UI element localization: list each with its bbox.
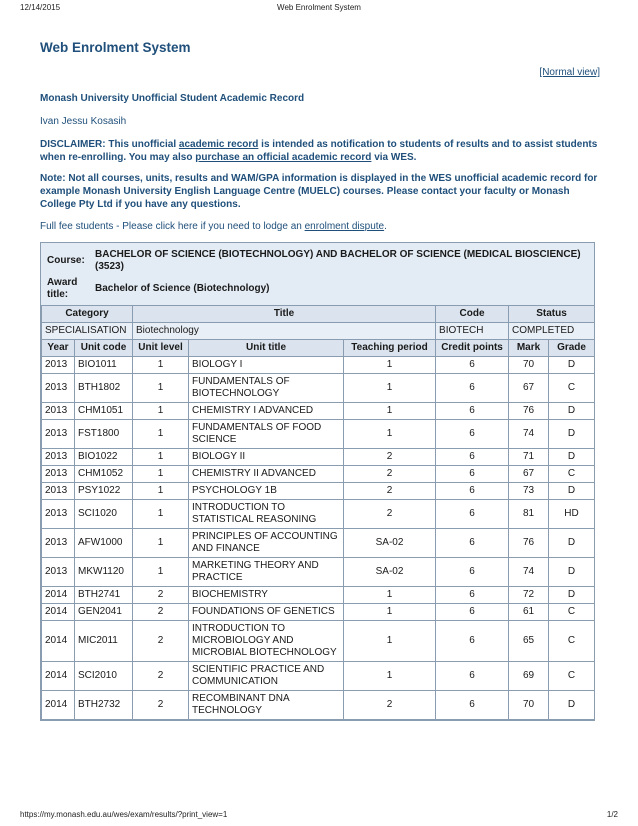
cell-year: 2013 [42, 357, 75, 374]
cell-unit-code: SCI2010 [75, 662, 133, 691]
header-credit-points: Credit points [436, 340, 509, 357]
print-footer [0, 810, 638, 824]
cell-grade: D [549, 357, 595, 374]
cell-credit-points: 6 [436, 604, 509, 621]
cell-teaching-period: 2 [344, 691, 436, 720]
cell-unit-level: 1 [133, 529, 189, 558]
disclaimer-text-1: DISCLAIMER: This unofficial [40, 139, 179, 150]
cell-credit-points: 6 [436, 357, 509, 374]
cell-unit-code: GEN2041 [75, 604, 133, 621]
spec-header-title: Title [133, 306, 436, 323]
cell-mark: 67 [509, 466, 549, 483]
cell-teaching-period: SA-02 [344, 529, 436, 558]
header-mark: Mark [509, 340, 549, 357]
cell-year: 2013 [42, 529, 75, 558]
cell-unit-code: MIC2011 [75, 621, 133, 662]
cell-credit-points: 6 [436, 449, 509, 466]
spec-category: SPECIALISATION [42, 323, 133, 340]
table-row [42, 621, 595, 662]
cell-unit-code: CHM1051 [75, 403, 133, 420]
cell-grade: D [549, 449, 595, 466]
cell-grade: D [549, 587, 595, 604]
cell-grade: D [549, 420, 595, 449]
award-value: Bachelor of Science (Biotechnology) [95, 283, 270, 294]
print-date: 12/14/2015 [20, 3, 61, 12]
cell-year: 2013 [42, 374, 75, 403]
cell-unit-level: 1 [133, 449, 189, 466]
cell-unit-code: BIO1011 [75, 357, 133, 374]
table-row [42, 357, 595, 374]
cell-teaching-period: 1 [344, 604, 436, 621]
cell-mark: 74 [509, 558, 549, 587]
cell-unit-level: 1 [133, 403, 189, 420]
note: Note: Not all courses, units, results and WAM/GPA information is displayed in the WES unofficial academic record for example Monash University English Language Centre (MUELC) courses. Please contact your faculty or Monash College Pty Ltd if you have any questions. [40, 173, 598, 210]
cell-unit-level: 1 [133, 420, 189, 449]
table-row [42, 604, 595, 621]
spec-header-code: Code [436, 306, 509, 323]
enrolment-dispute-link[interactable]: enrolment dispute [304, 221, 385, 232]
cell-unit-code: MKW1120 [75, 558, 133, 587]
cell-unit-level: 1 [133, 500, 189, 529]
cell-unit-title: BIOCHEMISTRY [189, 587, 344, 604]
cell-unit-title: FUNDAMENTALS OF BIOTECHNOLOGY [189, 374, 344, 403]
cell-credit-points: 6 [436, 483, 509, 500]
cell-mark: 70 [509, 357, 549, 374]
disclaimer [40, 138, 600, 164]
cell-teaching-period: 1 [344, 403, 436, 420]
cell-grade: HD [549, 500, 595, 529]
cell-unit-code: BTH1802 [75, 374, 133, 403]
header-grade: Grade [549, 340, 595, 357]
cell-mark: 67 [509, 374, 549, 403]
cell-year: 2013 [42, 449, 75, 466]
cell-unit-level: 2 [133, 587, 189, 604]
cell-mark: 76 [509, 529, 549, 558]
cell-unit-code: FST1800 [75, 420, 133, 449]
cell-grade: C [549, 621, 595, 662]
table-row [42, 691, 595, 720]
cell-credit-points: 6 [436, 662, 509, 691]
cell-year: 2013 [42, 466, 75, 483]
cell-grade: C [549, 466, 595, 483]
cell-credit-points: 6 [436, 500, 509, 529]
cell-grade: D [549, 403, 595, 420]
print-page-number: 1/2 [606, 810, 618, 819]
header-unit-level: Unit level [133, 340, 189, 357]
spec-header-status: Status [509, 306, 595, 323]
cell-teaching-period: 2 [344, 466, 436, 483]
print-header [0, 0, 638, 14]
course-label: Course: [47, 255, 85, 266]
cell-mark: 76 [509, 403, 549, 420]
cell-credit-points: 6 [436, 420, 509, 449]
cell-teaching-period: SA-02 [344, 558, 436, 587]
cell-mark: 61 [509, 604, 549, 621]
header-unit-code: Unit code [75, 340, 133, 357]
cell-credit-points: 6 [436, 466, 509, 483]
cell-credit-points: 6 [436, 529, 509, 558]
academic-record-link[interactable]: academic record [178, 139, 259, 150]
award-row [47, 277, 588, 301]
cell-unit-level: 1 [133, 558, 189, 587]
table-row [42, 587, 595, 604]
cell-unit-level: 2 [133, 691, 189, 720]
course-info [41, 243, 594, 305]
cell-unit-code: BIO1022 [75, 449, 133, 466]
header-year: Year [42, 340, 75, 357]
cell-unit-level: 1 [133, 374, 189, 403]
full-fee-text: Full fee students - Please click here if you need to lodge an [40, 221, 305, 232]
cell-grade: D [549, 529, 595, 558]
cell-unit-level: 2 [133, 662, 189, 691]
spec-code: BIOTECH [436, 323, 509, 340]
course-value: BACHELOR OF SCIENCE (BIOTECHNOLOGY) AND BACHELOR OF SCIENCE (MEDICAL BIOSCIENCE) (3523) [95, 249, 581, 272]
full-fee-notice [40, 220, 600, 233]
cell-unit-code: AFW1000 [75, 529, 133, 558]
cell-grade: C [549, 604, 595, 621]
cell-unit-title: BIOLOGY I [189, 357, 344, 374]
cell-unit-level: 1 [133, 466, 189, 483]
print-document-title: Web Enrolment System [277, 3, 361, 12]
cell-teaching-period: 2 [344, 483, 436, 500]
cell-grade: D [549, 691, 595, 720]
specialisation-row [42, 323, 595, 340]
cell-year: 2014 [42, 691, 75, 720]
table-row [42, 662, 595, 691]
cell-unit-title: RECOMBINANT DNA TECHNOLOGY [189, 691, 344, 720]
academic-record-panel [40, 242, 595, 721]
cell-teaching-period: 2 [344, 449, 436, 466]
cell-teaching-period: 2 [344, 500, 436, 529]
cell-mark: 69 [509, 662, 549, 691]
cell-mark: 81 [509, 500, 549, 529]
print-url: https://my.monash.edu.au/wes/exam/results/?print_view=1 [20, 810, 228, 819]
disclaimer-text-2: is intended as notification to students of results and to assist students when re-enrolling. You may also [40, 139, 598, 163]
cell-credit-points: 6 [436, 374, 509, 403]
cell-unit-title: FOUNDATIONS OF GENETICS [189, 604, 344, 621]
cell-grade: D [549, 558, 595, 587]
cell-unit-code: SCI1020 [75, 500, 133, 529]
cell-year: 2014 [42, 662, 75, 691]
award-label: Award title: [47, 277, 78, 300]
table-row [42, 403, 595, 420]
record-heading: Monash University Unofficial Student Academic Record [40, 93, 305, 104]
cell-grade: C [549, 662, 595, 691]
normal-view-link[interactable]: [Normal view] [539, 67, 600, 78]
app-title: Web Enrolment System [40, 40, 191, 55]
cell-teaching-period: 1 [344, 587, 436, 604]
student-name: Ivan Jessu Kosasih [40, 116, 127, 127]
cell-mark: 72 [509, 587, 549, 604]
cell-mark: 65 [509, 621, 549, 662]
cell-teaching-period: 1 [344, 662, 436, 691]
cell-credit-points: 6 [436, 691, 509, 720]
spec-title: Biotechnology [133, 323, 436, 340]
cell-grade: C [549, 374, 595, 403]
cell-year: 2014 [42, 587, 75, 604]
cell-credit-points: 6 [436, 587, 509, 604]
cell-teaching-period: 1 [344, 420, 436, 449]
table-row [42, 483, 595, 500]
spec-header-category: Category [42, 306, 133, 323]
cell-mark: 70 [509, 691, 549, 720]
purchase-official-record-link[interactable]: purchase an official academic record [195, 152, 372, 163]
normal-view-link-wrapper [539, 67, 600, 78]
cell-unit-title: INTRODUCTION TO STATISTICAL REASONING [189, 500, 344, 529]
cell-year: 2013 [42, 420, 75, 449]
cell-unit-code: CHM1052 [75, 466, 133, 483]
cell-credit-points: 6 [436, 621, 509, 662]
table-row [42, 449, 595, 466]
cell-unit-level: 1 [133, 483, 189, 500]
cell-unit-title: CHEMISTRY I ADVANCED [189, 403, 344, 420]
cell-mark: 74 [509, 420, 549, 449]
cell-unit-code: PSY1022 [75, 483, 133, 500]
cell-unit-level: 2 [133, 621, 189, 662]
cell-mark: 73 [509, 483, 549, 500]
cell-teaching-period: 1 [344, 374, 436, 403]
cell-credit-points: 6 [436, 403, 509, 420]
unit-header-row [42, 340, 595, 357]
cell-unit-title: MARKETING THEORY AND PRACTICE [189, 558, 344, 587]
cell-teaching-period: 1 [344, 357, 436, 374]
cell-unit-code: BTH2732 [75, 691, 133, 720]
cell-year: 2013 [42, 483, 75, 500]
table-row [42, 420, 595, 449]
header-unit-title: Unit title [189, 340, 344, 357]
cell-year: 2014 [42, 621, 75, 662]
cell-credit-points: 6 [436, 558, 509, 587]
table-row [42, 558, 595, 587]
header-teaching-period: Teaching period [344, 340, 436, 357]
cell-year: 2014 [42, 604, 75, 621]
cell-year: 2013 [42, 558, 75, 587]
cell-year: 2013 [42, 500, 75, 529]
cell-mark: 71 [509, 449, 549, 466]
course-row [47, 249, 588, 273]
cell-unit-title: INTRODUCTION TO MICROBIOLOGY AND MICROBIAL BIOTECHNOLOGY [189, 621, 344, 662]
cell-year: 2013 [42, 403, 75, 420]
cell-unit-level: 2 [133, 604, 189, 621]
table-row [42, 374, 595, 403]
cell-teaching-period: 1 [344, 621, 436, 662]
cell-unit-title: PSYCHOLOGY 1B [189, 483, 344, 500]
cell-unit-code: BTH2741 [75, 587, 133, 604]
cell-unit-title: BIOLOGY II [189, 449, 344, 466]
table-row [42, 500, 595, 529]
cell-unit-title: PRINCIPLES OF ACCOUNTING AND FINANCE [189, 529, 344, 558]
cell-unit-title: SCIENTIFIC PRACTICE AND COMMUNICATION [189, 662, 344, 691]
cell-unit-level: 1 [133, 357, 189, 374]
results-table [41, 305, 595, 720]
cell-unit-title: CHEMISTRY II ADVANCED [189, 466, 344, 483]
table-row [42, 466, 595, 483]
spec-status: COMPLETED [509, 323, 595, 340]
spec-header-row [42, 306, 595, 323]
cell-grade: D [549, 483, 595, 500]
cell-unit-title: FUNDAMENTALS OF FOOD SCIENCE [189, 420, 344, 449]
disclaimer-text-3: via WES. [371, 152, 417, 163]
table-row [42, 529, 595, 558]
full-fee-end: . [384, 221, 387, 232]
